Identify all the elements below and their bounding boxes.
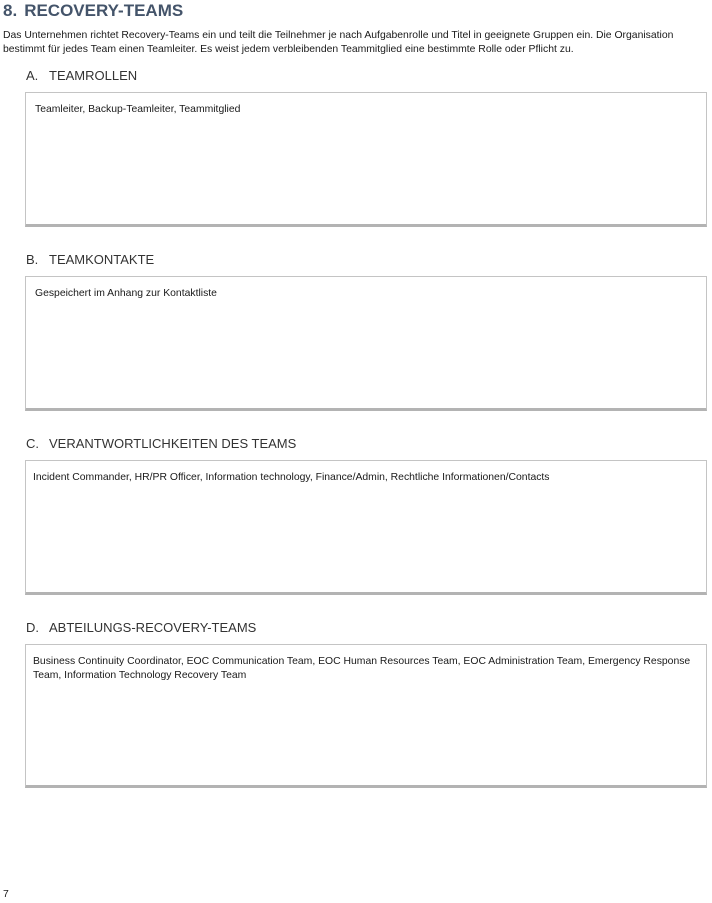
text-box-department-recovery-teams[interactable] (25, 644, 707, 788)
section-heading-label: ABTEILUNGS-RECOVERY-TEAMS (49, 620, 257, 635)
section-heading-team-responsibilities (26, 436, 296, 452)
text-box-content: Teamleiter, Backup-Teamleiter, Teammitglied (35, 104, 241, 115)
section-letter: B. (26, 252, 39, 267)
section-heading-label: VERANTWORTLICHKEITEN DES TEAMS (49, 436, 297, 451)
text-box-content: Business Continuity Coordinator, EOC Communication Team, EOC Human Resources Team, EOC Administration Team, Emergency Response Team, Information Technology Recovery Team (33, 656, 691, 681)
section-heading-label: TEAMKONTAKTE (49, 252, 155, 267)
text-box-team-contacts[interactable] (25, 276, 707, 411)
page-title (3, 0, 183, 22)
section-letter: A. (26, 68, 39, 83)
section-heading-team-roles (26, 68, 137, 84)
section-number: 8. (3, 1, 18, 20)
page-number: 7 (3, 889, 9, 900)
section-letter: D. (26, 620, 39, 635)
intro-paragraph: Das Unternehmen richtet Recovery-Teams ein und teilt die Teilnehmer je nach Aufgabenrolle und Titel in geeignete Gruppen ein. Die Organisation bestimmt für jedes Team einen Teamleiter. Es weist jedem verbleibenden Teammitglied eine bestimmte Rolle oder Pflicht zu. (3, 30, 674, 55)
section-heading-department-recovery-teams (26, 620, 256, 636)
section-heading-label: TEAMROLLEN (49, 68, 138, 83)
section-letter: C. (26, 436, 39, 451)
text-box-content: Gespeichert im Anhang zur Kontaktliste (35, 288, 217, 299)
section-heading-team-contacts (26, 252, 154, 268)
text-box-team-roles[interactable] (25, 92, 707, 227)
text-box-team-responsibilities[interactable] (25, 460, 707, 595)
section-title: RECOVERY-TEAMS (24, 1, 184, 20)
text-box-content: Incident Commander, HR/PR Officer, Information technology, Finance/Admin, Rechtliche Informationen/Contacts (33, 472, 550, 483)
